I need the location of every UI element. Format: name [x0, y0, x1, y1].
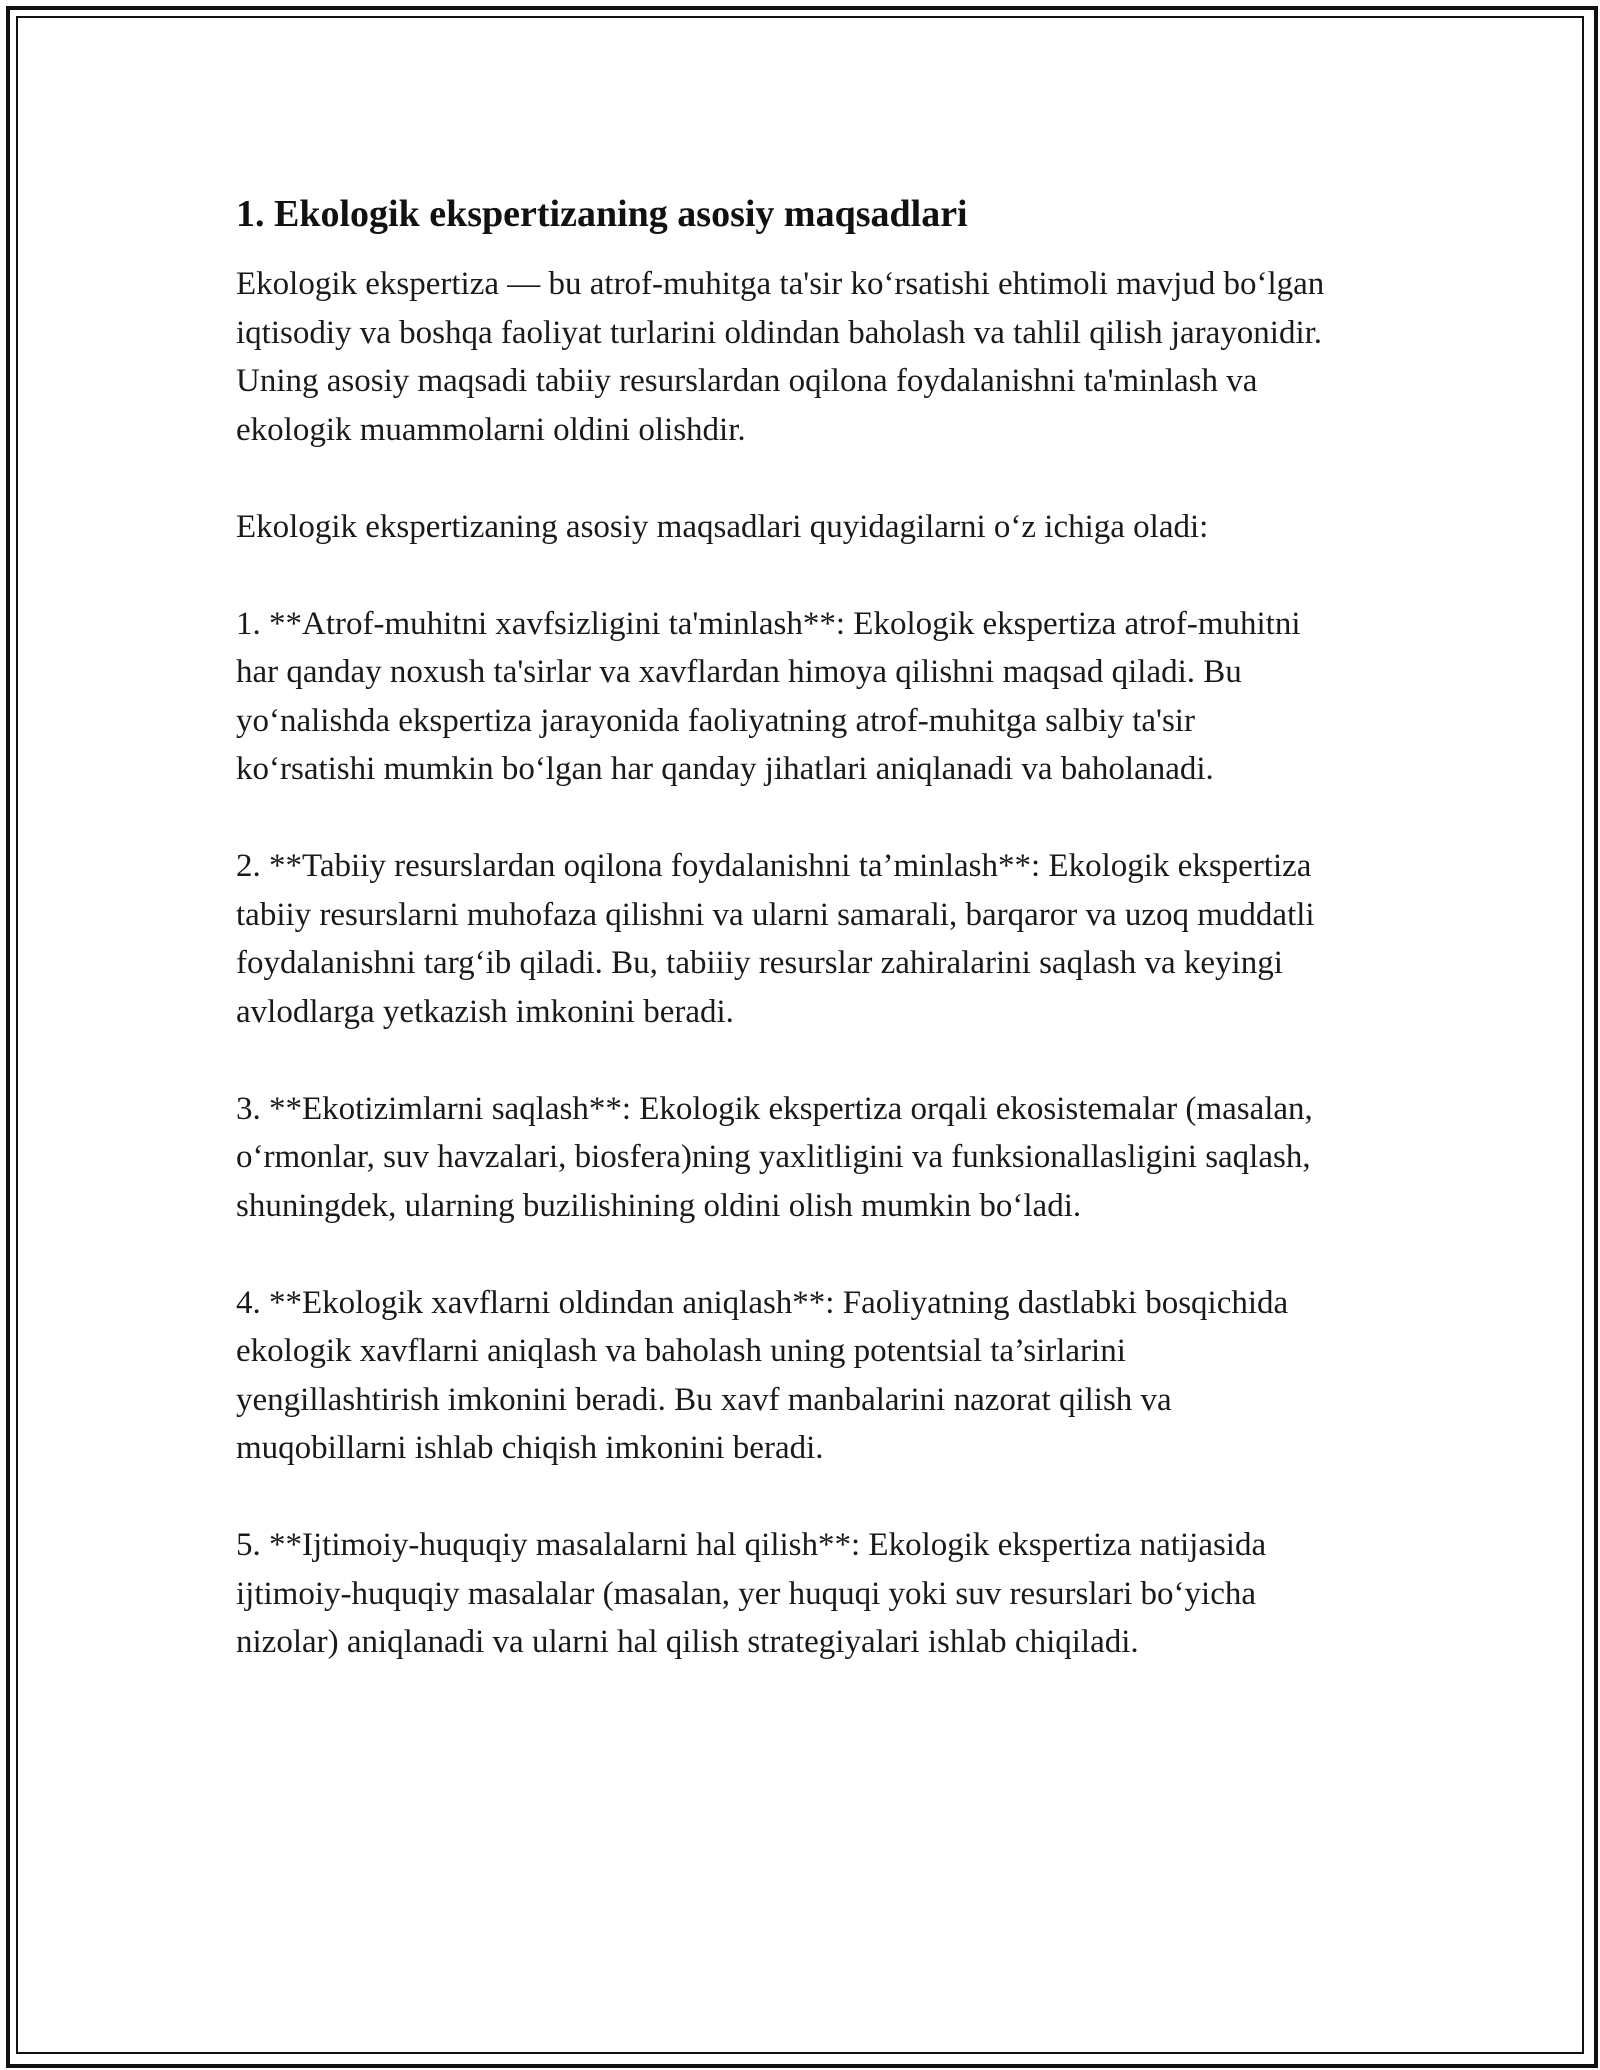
goal-item-3: 3. **Ekotizimlarni saqlash**: Ekologik ekspertiza orqali ekosistemalar (masalan, o‘rmonlar, suv havzalari, biosfera)ning yaxlitligini va funksionallasligini saqlash, shuningdek, ularning buzilishining oldini olish mumkin bo‘ladi.: [236, 1090, 1313, 1224]
goal-item-2: 2. **Tabiiy resurslardan oqilona foydalanishni ta’minlash**: Ekologik ekspertiza tabiiy resurslarni muhofaza qilishni va ularni samarali, barqaror va uzoq muddatli foydalanishni targ‘ib qiladi. Bu, tabiiiy resurslar zahiralarini saqlash va keyingi avlodlarga yetkazish imkonini beradi.: [236, 848, 1315, 1030]
section-heading: 1. Ekologik ekspertizaning asosiy maqsadlari: [236, 193, 968, 235]
goal-item-1: 1. **Atrof-muhitni xavfsizligini ta'minlash**: Ekologik ekspertiza atrof-muhitni har qanday noxush ta'sirlar va xavflardan himoya qilishni maqsad qiladi. Bu yo‘nalishda ekspertiza jarayonida faoliyatning atrof-muhitga salbiy ta'sir ko‘rsatishi mumkin bo‘lgan har qanday jihatlari aniqlanadi va baholanadi.: [236, 605, 1301, 787]
goals-lead-paragraph: Ekologik ekspertizaning asosiy maqsadlari quyidagilarni o‘z ichiga oladi:: [236, 508, 1209, 545]
intro-paragraph: Ekologik ekspertiza — bu atrof-muhitga ta'sir ko‘rsatishi ehtimoli mavjud bo‘lgan iqtisodiy va boshqa faoliyat turlarini oldindan baholash va tahlil qilish jarayonidir. Uning asosiy maqsadi tabiiy resurslardan oqilona foydalanishni ta'minlash va ekologik muammolarni oldini olishdir.: [236, 266, 1325, 448]
goal-item-5: 5. **Ijtimoiy-huquqiy masalalarni hal qilish**: Ekologik ekspertiza natijasida ijtimoiy-huquqiy masalalar (masalan, yer huquqi yoki suv resurslari bo‘yicha nizolar) aniqlanadi va ularni hal qilish strategiyalari ishlab chiqiladi.: [236, 1527, 1267, 1660]
document-body: [236, 190, 1336, 1715]
goal-item-4: 4. **Ekologik xavflarni oldindan aniqlash**: Faoliyatning dastlabki bosqichida ekologik xavflarni aniqlash va baholash uning potentsial ta’sirlarini yengillashtirish imkonini beradi. Bu xavf manbalarini nazorat qilish va muqobillarni ishlab chiqish imkonini beradi.: [236, 1284, 1289, 1466]
